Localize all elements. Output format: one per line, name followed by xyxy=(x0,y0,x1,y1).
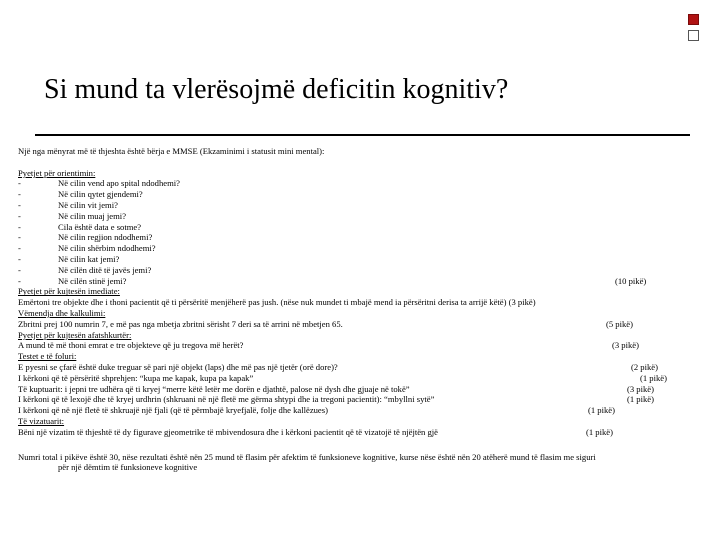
orientation-item xyxy=(18,189,658,200)
language-item-points: (1 pikë) xyxy=(640,372,667,383)
language-item-text: E pyesni se çfarë është duke treguar së pari një objekt (laps) dhe më pas një tjetër (orë dore)? xyxy=(18,361,338,372)
orientation-item-text: Në cilin muaj jemi? xyxy=(58,210,127,221)
orientation-item-text: Në cilin shërbim ndodhemi? xyxy=(58,243,156,254)
language-item-text: I kërkoni që të lexojë dhe të kryej urdhrin (shkruani në një fletë me gërma shtypi dhe ia tregoni pacientit): “mbyllni sytë” xyxy=(18,394,435,405)
language-item-points: (2 pikë) xyxy=(631,361,658,372)
registration-header: Pyetjet për kujtesën imediate: xyxy=(18,286,120,297)
orientation-item-text: Në cilin regjion ndodhemi? xyxy=(58,232,153,243)
orientation-item-text: Në cilin kat jemi? xyxy=(58,253,120,264)
orientation-item xyxy=(18,265,658,276)
registration-text: Emërtoni tre objekte dhe i thoni pacientit që ti përsëritë menjëherë pas jush. (nëse nuk mundet ti mbajë mend ia përsëritni derisa ta arrijë këtë) (3 pikë) xyxy=(18,297,536,308)
decorative-red-square xyxy=(688,14,699,25)
orientation-item xyxy=(18,243,658,254)
visual-text: Bëni një vizatim të thjeshtë të dy figurave gjeometrike të mbivendosura dhe i kërkoni pacientit që të vizatojë të njëjtën gjë xyxy=(18,426,438,437)
spacer xyxy=(18,157,658,168)
bullet-dash: - xyxy=(18,199,21,210)
attention-text: Zbritni prej 100 numrin 7, e më pas nga mbetja zbritni sërisht 7 deri sa të arrini në mbetjen 65. xyxy=(18,318,343,329)
orientation-header: Pyetjet për orientimin: xyxy=(18,167,96,178)
orientation-item xyxy=(18,211,658,222)
bullet-dash: - xyxy=(18,243,21,254)
visual-row xyxy=(18,427,658,438)
language-item xyxy=(18,384,658,395)
language-item-text: I kërkoni që në një fletë të shkruajë një fjali (që të përmbajë kryefjalë, folje dhe kallëzues) xyxy=(18,405,328,416)
slide-content xyxy=(18,146,667,473)
language-item xyxy=(18,405,658,416)
bullet-dash: - xyxy=(18,178,21,189)
orientation-item xyxy=(18,222,658,233)
orientation-item-text: Në cilën ditë të javës jemi? xyxy=(58,264,152,275)
decorative-white-square xyxy=(688,30,699,41)
language-list xyxy=(18,361,667,416)
visual-points: (1 pikë) xyxy=(586,426,613,437)
total-score-note xyxy=(18,452,698,474)
orientation-item-text: Cila është data e sotme? xyxy=(58,221,142,232)
title-divider xyxy=(35,134,690,136)
language-item xyxy=(18,372,667,384)
orientation-item xyxy=(18,200,658,211)
language-item-text: I kërkoni që të përsëritë shprehjen: “kupa me kapak, kupa pa kapak” xyxy=(18,372,254,383)
note-line-2: për një dëmtim të funksioneve kognitive xyxy=(58,462,198,473)
language-item-text: Të kuptuarit: i jepni tre udhëra që ti kryej “merre këtë letër me dorën e djathtë, palose në dysh dhe gjuaje në tokë” xyxy=(18,383,410,394)
intro-text: Një nga mënyrat më të thjeshta është bërja e MMSE (Ekzaminimi i statusit mini mental): xyxy=(18,146,325,156)
language-item-points: (3 pikë) xyxy=(627,383,654,394)
language-item-points: (1 pikë) xyxy=(588,405,615,416)
recall-header: Pyetjet për kujtesën afatshkurtër: xyxy=(18,329,132,340)
language-item xyxy=(18,362,658,373)
attention-row xyxy=(18,319,658,330)
orientation-item-text: Në cilën stinë jemi? xyxy=(58,275,127,286)
spacer xyxy=(18,438,658,452)
recall-row xyxy=(18,340,658,351)
language-item-points: (1 pikë) xyxy=(627,394,654,405)
bullet-dash: - xyxy=(18,189,21,200)
orientation-item-text: Në cilin vit jemi? xyxy=(58,199,118,210)
orientation-item xyxy=(18,276,658,287)
orientation-item xyxy=(18,232,658,243)
attention-header: Vëmendja dhe kalkulimi: xyxy=(18,307,106,318)
orientation-points: (10 pikë) xyxy=(615,275,647,286)
orientation-item-text: Në cilin vend apo spital ndodhemi? xyxy=(58,178,180,189)
bullet-dash: - xyxy=(18,221,21,232)
bullet-dash: - xyxy=(18,253,21,264)
recall-points: (3 pikë) xyxy=(612,340,639,351)
bullet-dash: - xyxy=(18,264,21,275)
slide-title: Si mund ta vlerësojmë deficitin kognitiv? xyxy=(44,74,509,105)
bullet-dash: - xyxy=(18,275,21,286)
orientation-item xyxy=(18,254,658,265)
visual-header: Të vizatuarit: xyxy=(18,415,65,426)
attention-points: (5 pikë) xyxy=(606,318,633,329)
bullet-dash: - xyxy=(18,232,21,243)
recall-text: A mund të më thoni emrat e tre objekteve që ju tregova më herët? xyxy=(18,340,244,351)
orientation-list xyxy=(18,178,658,286)
language-header: Testet e të foluri: xyxy=(18,351,77,362)
orientation-item xyxy=(18,178,658,189)
note-line-1: Numri total i pikëve është 30, nëse rezultati është nën 25 mund të flasim për afektim të funksioneve kognitive, kurse nëse është nën 20 atëherë mund të flasim me siguri xyxy=(18,451,596,462)
orientation-item-text: Në cilin qytet gjendemi? xyxy=(58,189,143,200)
bullet-dash: - xyxy=(18,210,21,221)
language-item xyxy=(18,394,658,405)
